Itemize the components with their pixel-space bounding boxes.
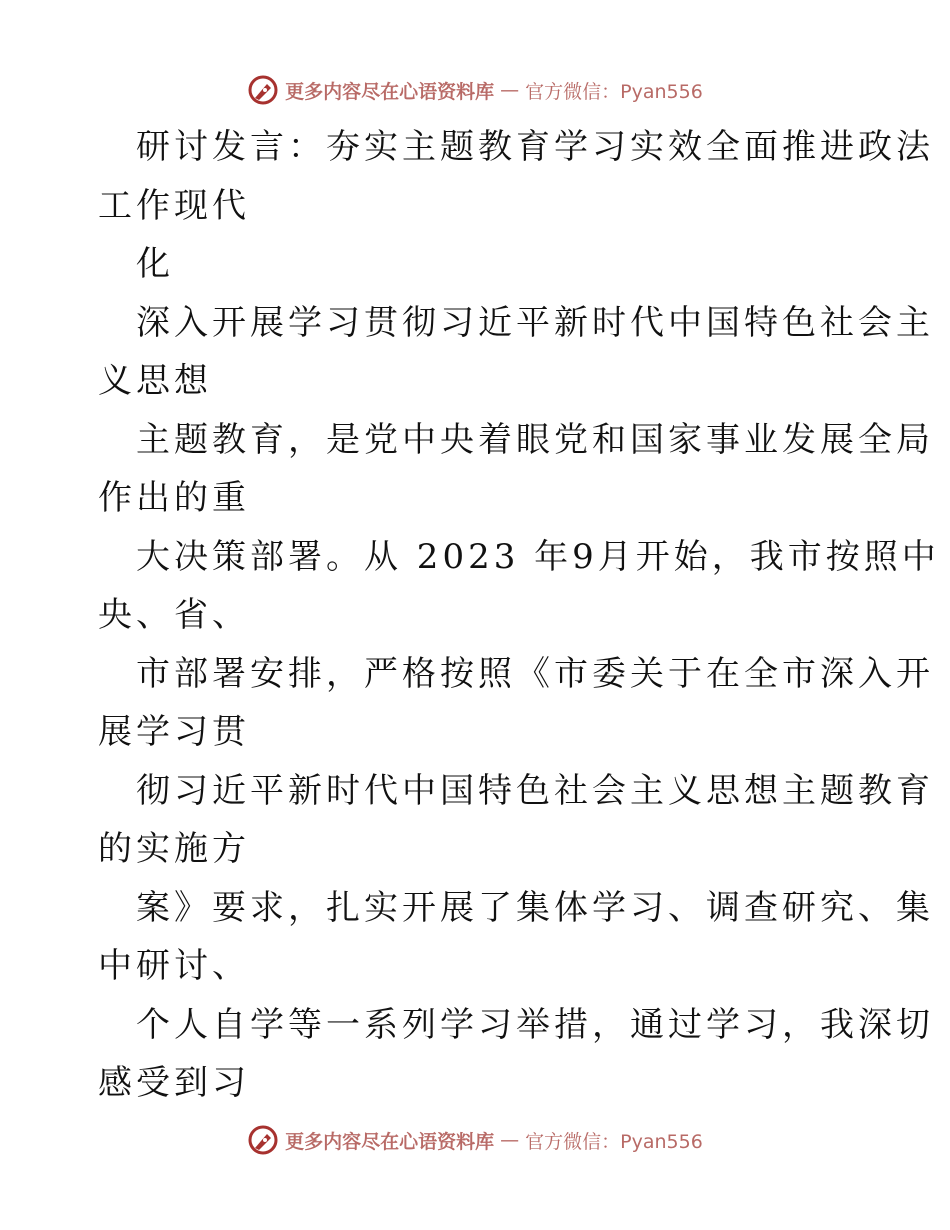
text-line: 中研讨、	[98, 946, 250, 986]
footer-banner	[0, 1120, 950, 1160]
text-line: 感受到习	[98, 1063, 250, 1103]
banner-separator: —	[500, 1129, 520, 1151]
pen-nib-logo-icon	[247, 74, 279, 106]
text-line: 研讨发言：夯实主题教育学习实效全面推进政法	[136, 127, 934, 167]
text-line: 案》要求，扎实开展了集体学习、调查研究、集	[136, 887, 934, 928]
banner-site-text: 更多内容尽在心语资料库	[285, 1130, 495, 1153]
text-line: 个人自学等一系列学习举措，通过学习，我深切	[136, 1004, 934, 1045]
banner-site-text: 更多内容尽在心语资料库	[285, 80, 495, 103]
text-line: 化	[136, 244, 174, 284]
text-line: 作出的重	[98, 478, 250, 518]
text-line: 大决策部署。从 2023 年9月开始，我市按照中	[136, 536, 940, 577]
header-banner	[0, 70, 950, 110]
text-line: 工作现代	[98, 185, 250, 226]
text-line: 主题教育，是党中央着眼党和国家事业发展全局	[136, 419, 934, 460]
banner-wechat-text: 官方微信：Pyan556	[525, 1130, 703, 1153]
text-line: 义思想	[98, 361, 212, 401]
text-line: 展学习贯	[98, 712, 250, 752]
document-body	[98, 118, 940, 1113]
banner-separator: —	[500, 79, 520, 101]
text-line: 的实施方	[98, 829, 250, 869]
text-line: 市部署安排，严格按照《市委关于在全市深入开	[136, 653, 934, 694]
pen-nib-logo-icon	[247, 1124, 279, 1156]
banner-wechat-text: 官方微信：Pyan556	[525, 80, 703, 103]
text-line: 彻习近平新时代中国特色社会主义思想主题教育	[136, 770, 934, 811]
text-line: 央、省、	[98, 595, 250, 635]
text-line: 深入开展学习贯彻习近平新时代中国特色社会主	[136, 302, 934, 343]
